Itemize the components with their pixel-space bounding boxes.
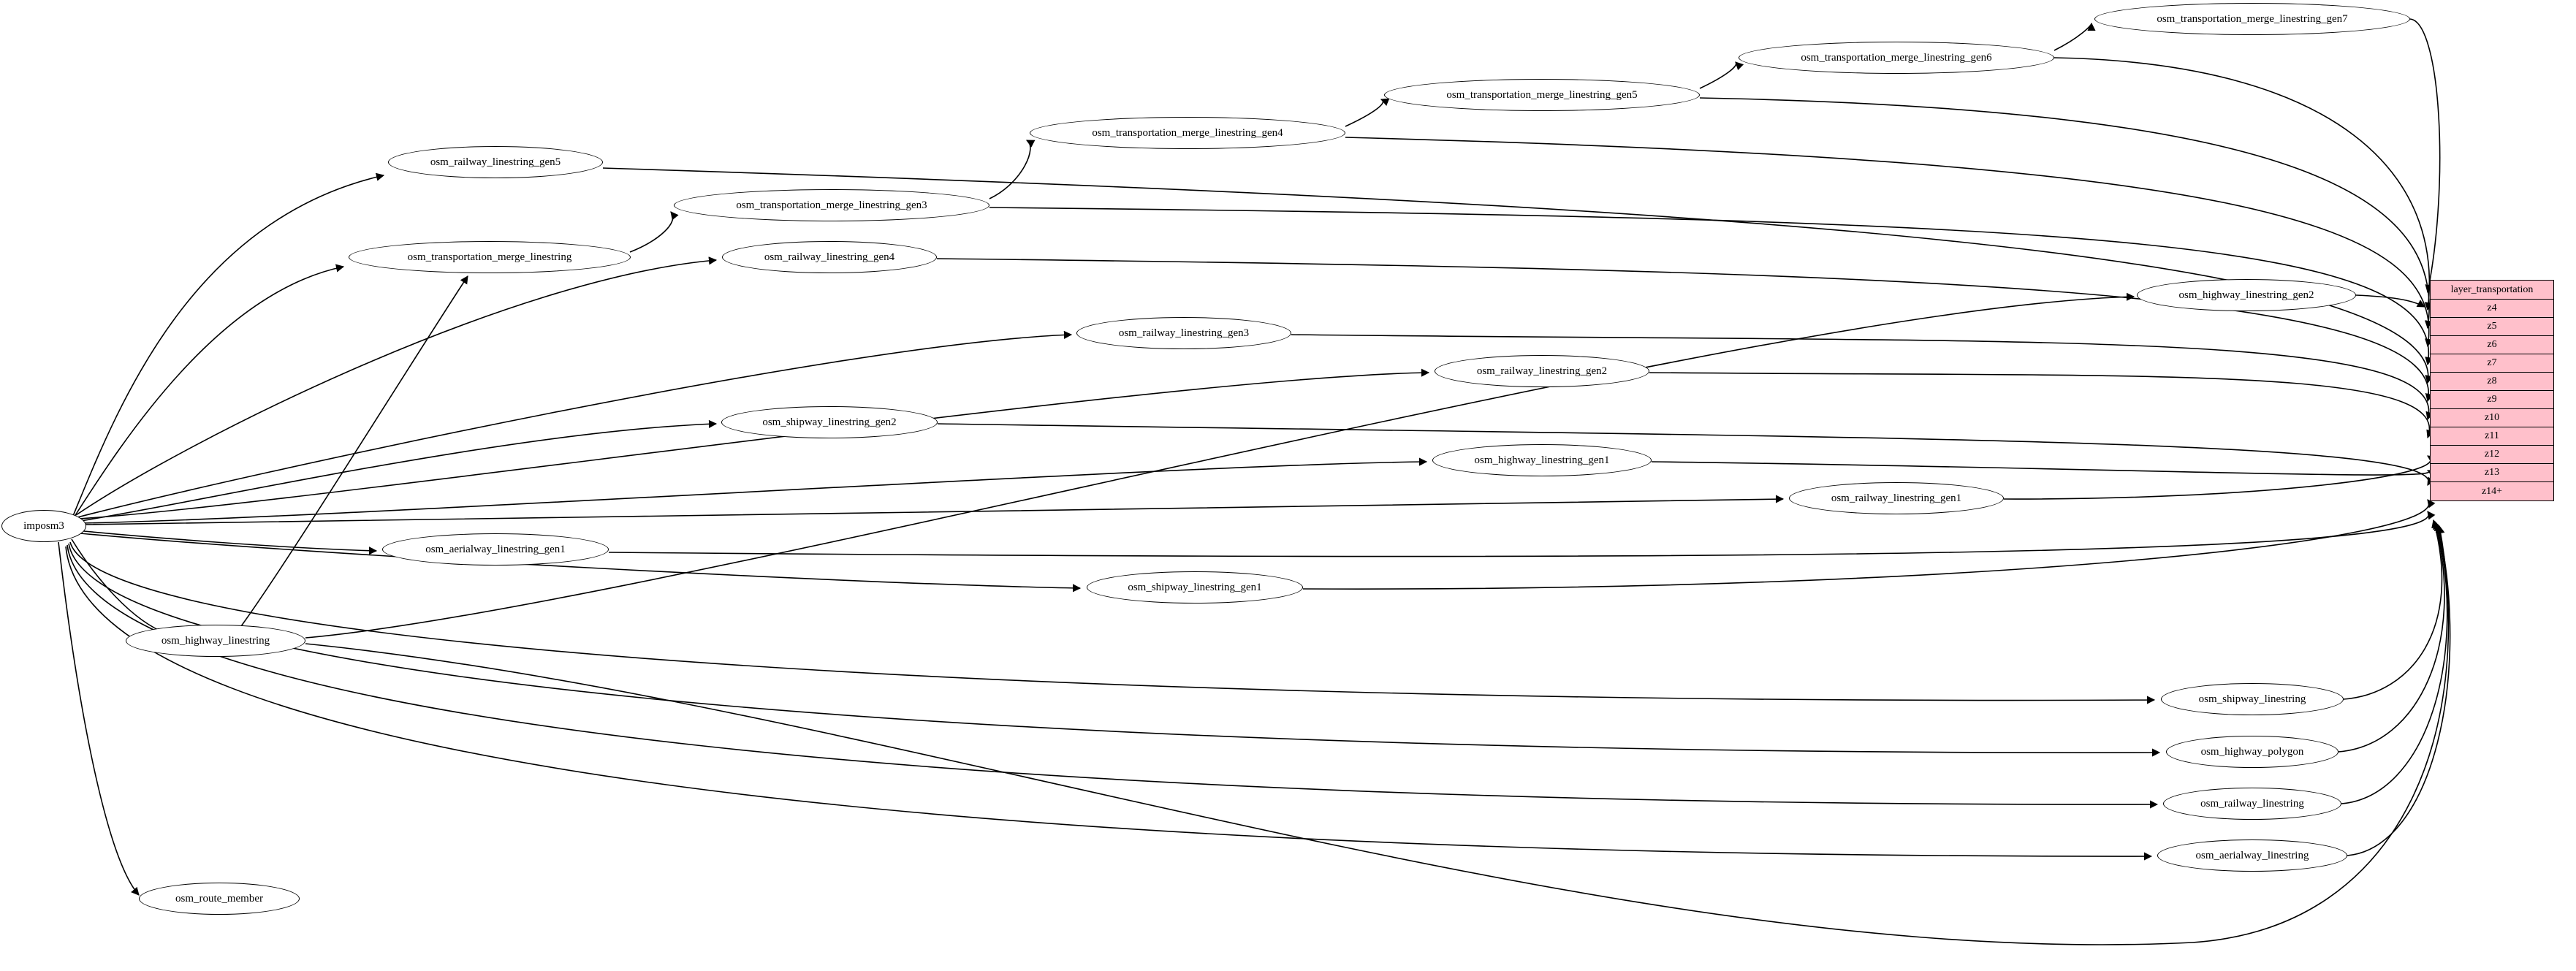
node-label: osm_aerialway_linestring_gen1: [425, 543, 566, 555]
table-row[interactable]: [2431, 446, 2553, 464]
node-label: osm_highway_polygon: [2200, 745, 2304, 758]
graph-node-osm_transportation_merge_linestring_gen4[interactable]: [1030, 117, 1345, 149]
node-label: osm_railway_linestring_gen3: [1118, 327, 1250, 339]
zoom-level-label: z5: [2487, 321, 2497, 332]
edge-imposm3-osm_transportation_merge_linestring: [73, 267, 343, 519]
table-header-label: layer_transportation: [2450, 283, 2534, 295]
zoom-level-label: z4: [2487, 302, 2497, 313]
table-row[interactable]: [2431, 391, 2553, 409]
edge-osm_railway_linestring_gen2-layer_transportation: [1649, 373, 2429, 438]
node-label: osm_highway_linestring: [161, 634, 270, 647]
node-label: osm_aerialway_linestring: [2195, 849, 2309, 861]
zoom-level-label: z14+: [2481, 485, 2503, 497]
edge-imposm3-osm_highway_linestring_gen1: [80, 462, 1426, 523]
graph-node-osm_railway_linestring[interactable]: [2163, 788, 2341, 820]
table-row[interactable]: [2431, 409, 2553, 427]
edge-osm_transportation_merge_linestring_gen6-osm_transportation_merge_linestring_gen7: [2054, 23, 2091, 50]
edge-osm_transportation_merge_linestring_gen4-osm_transportation_merge_linestring_gen5: [1345, 99, 1383, 126]
zoom-level-label: z7: [2487, 357, 2497, 368]
edge-osm_railway_linestring-layer_transportation: [2341, 523, 2447, 804]
edge-imposm3-osm_shipway_linestring_gen2: [76, 424, 716, 522]
node-label: osm_transportation_merge_linestring_gen4: [1092, 126, 1283, 139]
graph-node-osm_highway_polygon[interactable]: [2166, 736, 2338, 768]
graph-node-osm_shipway_linestring[interactable]: [2161, 683, 2344, 715]
table-row[interactable]: [2431, 482, 2553, 500]
zoom-level-label: z12: [2484, 449, 2500, 460]
node-label: osm_transportation_merge_linestring_gen3: [736, 199, 927, 211]
node-label: osm_railway_linestring: [2200, 797, 2304, 810]
graph-node-osm_railway_linestring_gen3[interactable]: [1076, 317, 1291, 349]
table-header: [2431, 281, 2553, 300]
graph-node-osm_transportation_merge_linestring_gen6[interactable]: [1739, 42, 2054, 74]
graph-node-osm_transportation_merge_linestring_gen5[interactable]: [1384, 79, 1700, 111]
graph-node-osm_highway_linestring_gen1[interactable]: [1432, 444, 1652, 476]
zoom-level-label: z10: [2484, 412, 2500, 423]
table-row[interactable]: [2431, 336, 2553, 354]
graph-node-imposm3[interactable]: [1, 510, 86, 542]
edge-imposm3-osm_railway_linestring_gen1: [82, 499, 1783, 525]
graph-node-osm_transportation_merge_linestring_gen7[interactable]: [2094, 3, 2410, 35]
node-label: imposm3: [23, 519, 64, 532]
table-row[interactable]: [2431, 427, 2553, 446]
edge-imposm3-osm_highway_linestring: [72, 539, 168, 634]
zoom-level-label: z9: [2487, 394, 2497, 405]
edge-osm_transportation_merge_linestring_gen5-osm_transportation_merge_linestring_gen6: [1700, 62, 1736, 88]
node-label: osm_shipway_linestring_gen1: [1128, 581, 1262, 593]
edge-imposm3-osm_shipway_linestring: [70, 542, 2154, 701]
edge-imposm3-osm_highway_polygon: [69, 544, 2159, 753]
node-label: osm_transportation_merge_linestring_gen5: [1446, 88, 1638, 101]
graph-node-osm_transportation_merge_linestring_gen3[interactable]: [674, 189, 989, 221]
node-label: osm_railway_linestring_gen2: [1476, 365, 1608, 377]
layer-transportation-table[interactable]: [2430, 280, 2554, 501]
table-row[interactable]: [2431, 464, 2553, 482]
node-label: osm_transportation_merge_linestring_gen6: [1801, 51, 1992, 64]
table-row[interactable]: [2431, 373, 2553, 391]
edge-osm_aerialway_linestring_gen1-layer_transportation: [609, 511, 2428, 557]
node-label: osm_transportation_merge_linestring: [407, 251, 572, 263]
graph-node-osm_highway_linestring_gen2[interactable]: [2137, 279, 2356, 311]
graph-node-osm_shipway_linestring_gen2[interactable]: [721, 406, 938, 438]
edge-osm_highway_linestring-osm_transportation_merge_linestring: [241, 276, 468, 626]
graph-node-osm_railway_linestring_gen4[interactable]: [722, 241, 937, 273]
node-label: osm_shipway_linestring_gen2: [762, 416, 897, 428]
graph-node-osm_shipway_linestring_gen1[interactable]: [1087, 571, 1303, 603]
node-label: osm_route_member: [175, 892, 263, 905]
edge-osm_transportation_merge_linestring_gen3-osm_transportation_merge_linestring_gen4: [989, 140, 1030, 199]
edge-osm_shipway_linestring_gen2-layer_transportation: [938, 424, 2428, 485]
edge-osm_railway_linestring_gen1-layer_transportation: [2004, 456, 2431, 499]
zoom-level-label: z6: [2487, 339, 2497, 350]
graph-node-osm_railway_linestring_gen2[interactable]: [1435, 355, 1649, 387]
zoom-level-label: z11: [2485, 430, 2499, 441]
edge-osm_transportation_merge_linestring_gen4-layer_transportation: [1345, 137, 2429, 346]
node-label: osm_transportation_merge_linestring_gen7: [2157, 12, 2348, 25]
node-label: osm_railway_linestring_gen4: [764, 251, 895, 263]
graph-node-osm_transportation_merge_linestring[interactable]: [349, 241, 631, 273]
table-row[interactable]: [2431, 318, 2553, 336]
graph-node-osm_aerialway_linestring[interactable]: [2157, 839, 2347, 872]
graph-node-osm_highway_linestring[interactable]: [126, 625, 305, 657]
edge-imposm3-osm_railway_linestring_gen5: [73, 175, 384, 516]
edge-osm_highway_linestring_gen2-layer_transportation: [2356, 295, 2425, 307]
node-label: osm_railway_linestring_gen1: [1831, 492, 1962, 504]
table-row[interactable]: [2431, 354, 2553, 373]
table-row[interactable]: [2431, 300, 2553, 318]
edge-osm_highway_linestring_gen1-layer_transportation: [1652, 462, 2429, 475]
node-label: osm_shipway_linestring: [2198, 693, 2306, 705]
graph-node-osm_route_member[interactable]: [139, 883, 300, 915]
edge-osm_aerialway_linestring-layer_transportation: [2347, 525, 2450, 856]
node-label: osm_highway_linestring_gen2: [2178, 289, 2314, 301]
edge-osm_shipway_linestring-layer_transportation: [2344, 520, 2442, 699]
zoom-level-label: z8: [2487, 376, 2497, 387]
edge-imposm3-osm_railway_linestring_gen2: [79, 373, 1429, 519]
node-label: osm_railway_linestring_gen5: [430, 156, 561, 168]
edge-imposm3-osm_aerialway_linestring_gen1: [76, 530, 376, 551]
edge-osm_transportation_merge_linestring-osm_transportation_merge_linestring_gen3: [630, 212, 673, 252]
graph-node-osm_railway_linestring_gen5[interactable]: [388, 146, 603, 178]
graph-node-osm_railway_linestring_gen1[interactable]: [1789, 482, 2004, 514]
zoom-level-label: z13: [2484, 467, 2500, 478]
edge-osm_highway_polygon-layer_transportation: [2338, 522, 2444, 752]
graph-node-osm_aerialway_linestring_gen1[interactable]: [382, 533, 609, 566]
node-label: osm_highway_linestring_gen1: [1474, 454, 1610, 466]
